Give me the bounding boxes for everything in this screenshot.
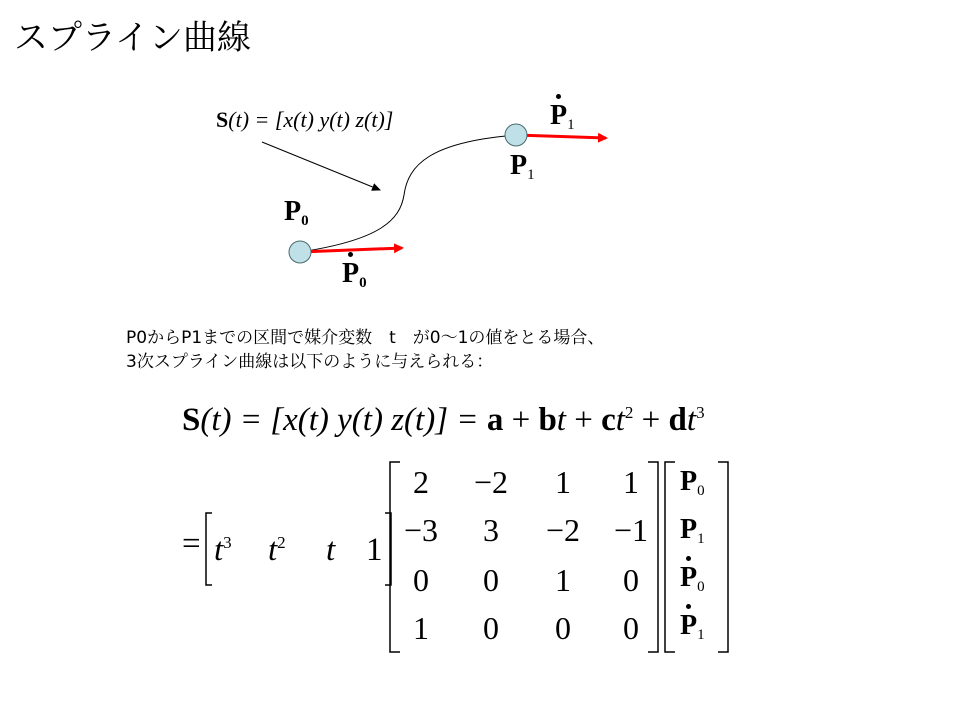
curve-eq-body: (t) = [x(t) y(t) z(t)]: [228, 107, 394, 132]
label-p1dot-sub: 1: [567, 117, 575, 133]
row-t2-var: t: [268, 532, 278, 568]
vector-letter: P: [680, 514, 698, 545]
eq-t-3: t: [686, 402, 697, 438]
row-t2: [268, 532, 286, 569]
vector-entry: [680, 514, 705, 548]
matrix-cell: −2: [473, 464, 509, 500]
slide-title: スプライン曲線: [14, 18, 251, 58]
description-line-1: P0からP1までの区間で媒介変数 t が0～1の値をとる場合、: [126, 328, 605, 348]
row-t3-exp: 3: [223, 533, 232, 552]
label-p1-sub: 1: [527, 167, 535, 183]
row-equals: =: [182, 526, 201, 562]
vector-sub: 1: [697, 627, 705, 643]
eq-lhs: (t) = [x(t) y(t) z(t)] =: [200, 402, 487, 438]
eq-t-1: t: [556, 402, 566, 438]
vector-sub: 1: [697, 531, 705, 547]
eq-S: S: [182, 402, 201, 438]
matrix-cell: 0: [483, 610, 499, 646]
matrix-cell: −2: [545, 512, 581, 548]
eq-exp-2: 2: [624, 403, 634, 422]
eq-plus-1: +: [503, 402, 539, 438]
eq-d: d: [668, 402, 687, 438]
description-line-2: 3次スプライン曲線は以下のように与えられる：: [126, 352, 494, 372]
label-p0dot-sub: 0: [359, 275, 367, 291]
eq-exp-3: 3: [696, 403, 705, 422]
eq-a: a: [486, 402, 504, 438]
row-t3-var: t: [214, 532, 224, 568]
matrix-cell: 1: [555, 464, 571, 500]
row-t3: [214, 532, 232, 569]
control-vector: [680, 462, 720, 652]
eq-t-2: t: [615, 402, 625, 438]
matrix-cell: 2: [413, 464, 429, 500]
eq-c: c: [601, 402, 616, 438]
matrix-cell: −1: [613, 512, 649, 548]
matrix-cell: 0: [555, 610, 571, 646]
matrix-cell: 0: [413, 562, 429, 598]
eq-b: b: [538, 402, 557, 438]
matrix-cell: 3: [483, 512, 499, 548]
label-p0-letter: P: [284, 196, 302, 227]
label-p0dot-letter: P: [342, 258, 360, 289]
matrix-cell: 0: [483, 562, 499, 598]
coefficient-matrix: [386, 462, 656, 652]
matrix-cell: 1: [555, 562, 571, 598]
curve-eq-S: S: [216, 107, 229, 132]
row-t1: [326, 532, 335, 569]
matrix-cell: 0: [623, 562, 639, 598]
matrix-cell: 1: [623, 464, 639, 500]
row-one: 1: [366, 532, 383, 568]
matrix-cell: −3: [403, 512, 439, 548]
row-t1-var: t: [326, 532, 336, 568]
row-t2-exp: 2: [277, 533, 286, 552]
eq-plus-2: +: [565, 402, 602, 438]
vector-sub: 0: [697, 579, 705, 595]
eq-plus-3: +: [633, 402, 669, 438]
label-p1-letter: P: [510, 150, 528, 181]
vector-entry: [680, 562, 705, 596]
vector-letter-dot: P: [680, 610, 698, 641]
vector-letter-dot: P: [680, 562, 698, 593]
vector-entry: [680, 466, 705, 500]
vector-sub: 0: [697, 483, 705, 499]
matrix-cell: 0: [623, 610, 639, 646]
vector-letter: P: [680, 466, 698, 497]
matrix-cell: 1: [413, 610, 429, 646]
label-p0-sub: 0: [301, 213, 309, 229]
label-p1dot-letter: P: [550, 100, 568, 131]
vector-entry: [680, 610, 705, 644]
